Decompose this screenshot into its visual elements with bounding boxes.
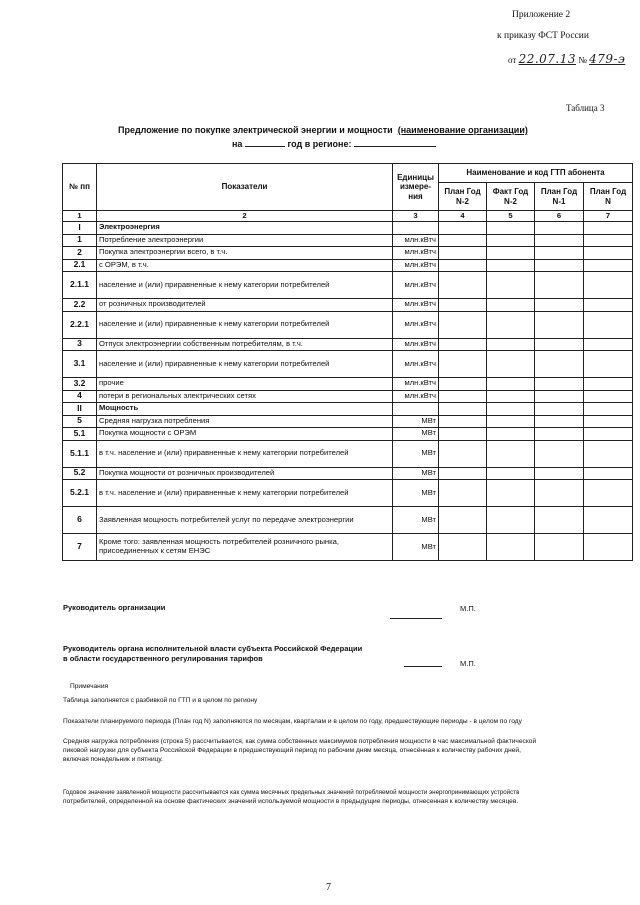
value-cell[interactable] [487, 415, 535, 428]
value-cell[interactable] [439, 222, 487, 235]
value-cell[interactable] [535, 390, 584, 403]
table-row [63, 467, 633, 480]
value-cell[interactable] [584, 234, 633, 247]
row-indicator: население и (или) приравненные к нему категории потребителей [97, 311, 393, 338]
document-title [118, 125, 528, 135]
value-cell[interactable] [487, 299, 535, 312]
value-cell[interactable] [584, 440, 633, 467]
note-3-line3: включая понедельник и пятницу. [63, 756, 163, 763]
row-unit: МВт [393, 415, 439, 428]
col-number: 4 [439, 211, 487, 222]
header-col5: Факт Год N-2 [487, 183, 535, 211]
title-text: Предложение по покупке электрической энергии и мощности [118, 125, 393, 135]
row-indicator: население и (или) приравненные к нему категории потребителей [97, 272, 393, 299]
row-unit [393, 403, 439, 416]
row-indicator: Средняя нагрузка потребления [97, 415, 393, 428]
order-date: 22.07.13 [518, 52, 577, 66]
value-cell[interactable] [535, 311, 584, 338]
table-row [63, 338, 633, 351]
row-number: 7 [63, 534, 97, 561]
row-number: 2.2.1 [63, 311, 97, 338]
value-cell[interactable] [584, 222, 633, 235]
row-indicator: в т.ч. население и (или) приравненные к нему категории потребителей [97, 440, 393, 467]
row-number: 5.1 [63, 428, 97, 441]
value-cell[interactable] [584, 311, 633, 338]
value-cell[interactable] [487, 428, 535, 441]
value-cell[interactable] [439, 415, 487, 428]
row-indicator: Потребление электроэнергии [97, 234, 393, 247]
row-unit: МВт [393, 467, 439, 480]
value-cell[interactable] [439, 480, 487, 507]
note-4-line1: Годовое значение заявленной мощности рассчитывается как сумма месячных предельных значений потребляемой мощности энергопринимающих устройств [63, 789, 520, 796]
signature-head-line[interactable] [390, 618, 442, 619]
value-cell[interactable] [487, 259, 535, 272]
notes-title: Примечания [70, 683, 109, 690]
value-cell[interactable] [487, 534, 535, 561]
row-indicator: Мощность [97, 403, 393, 416]
value-cell[interactable] [535, 428, 584, 441]
value-cell[interactable] [535, 440, 584, 467]
title-line2-mid: год в регионе: [287, 139, 352, 149]
header-num: № пп [63, 164, 97, 211]
table-row [63, 507, 633, 534]
value-cell[interactable] [487, 234, 535, 247]
row-unit: млн.кВтч [393, 311, 439, 338]
row-unit: млн.кВтч [393, 247, 439, 260]
row-indicator: от розничных производителей [97, 299, 393, 312]
value-cell[interactable] [584, 378, 633, 391]
note-4-line2: потребителей, определенной на основе фактических значений используемой мощности в предыдущие периоды, отнесенная к количеству месяцев. [63, 798, 519, 805]
value-cell[interactable] [535, 272, 584, 299]
header-col7: План Год N [584, 183, 633, 211]
value-cell[interactable] [439, 272, 487, 299]
value-cell[interactable] [535, 259, 584, 272]
value-cell[interactable] [439, 351, 487, 378]
header-units: Единицы измере-ния [393, 164, 439, 211]
row-indicator: в т.ч. население и (или) приравненные к нему категории потребителей [97, 480, 393, 507]
order-label: к приказу ФСТ России [497, 31, 589, 41]
title-line2 [232, 139, 436, 149]
value-cell[interactable] [584, 338, 633, 351]
region-blank[interactable] [354, 146, 436, 147]
table-row [63, 272, 633, 299]
row-indicator: население и (или) приравненные к нему категории потребителей [97, 351, 393, 378]
row-number: 5 [63, 415, 97, 428]
value-cell[interactable] [487, 467, 535, 480]
row-number: 1 [63, 234, 97, 247]
col-number: 5 [487, 211, 535, 222]
row-unit: млн.кВтч [393, 351, 439, 378]
table-row [63, 299, 633, 312]
signature-head-label: Руководитель организации [63, 603, 166, 612]
table-row [63, 480, 633, 507]
value-cell[interactable] [487, 378, 535, 391]
value-cell[interactable] [439, 259, 487, 272]
value-cell[interactable] [535, 534, 584, 561]
value-cell[interactable] [487, 403, 535, 416]
value-cell[interactable] [584, 415, 633, 428]
note-3-line1: Средняя нагрузка потребления (строка 5) рассчитывается, как сумма собственных максимумов потребления мощности в час максимальной фактической [63, 738, 537, 745]
value-cell[interactable] [584, 428, 633, 441]
value-cell[interactable] [439, 338, 487, 351]
row-indicator: Заявленная мощность потребителей услуг по передаче электроэнергии [97, 507, 393, 534]
table-row [63, 534, 633, 561]
value-cell[interactable] [584, 390, 633, 403]
row-number: 5.2 [63, 467, 97, 480]
value-cell[interactable] [487, 440, 535, 467]
header-gtp: Наименование и код ГТП абонента [439, 164, 633, 183]
row-unit: млн.кВтч [393, 259, 439, 272]
value-cell[interactable] [439, 440, 487, 467]
value-cell[interactable] [584, 351, 633, 378]
value-cell[interactable] [584, 467, 633, 480]
value-cell[interactable] [584, 259, 633, 272]
col-number: 6 [535, 211, 584, 222]
value-cell[interactable] [439, 390, 487, 403]
value-cell[interactable] [535, 338, 584, 351]
value-cell[interactable] [487, 272, 535, 299]
row-indicator: Кроме того: заявленная мощность потребителей розничного рынка, присоединенных к сетям ЕНЭС [97, 534, 393, 561]
header-col4: План Год N-2 [439, 183, 487, 211]
row-indicator: прочие [97, 378, 393, 391]
value-cell[interactable] [439, 403, 487, 416]
row-number: I [63, 222, 97, 235]
row-number: 2 [63, 247, 97, 260]
value-cell[interactable] [439, 234, 487, 247]
table-row [63, 403, 633, 416]
row-number: II [63, 403, 97, 416]
row-unit: млн.кВтч [393, 378, 439, 391]
value-cell[interactable] [584, 403, 633, 416]
value-cell[interactable] [535, 507, 584, 534]
col-number: 2 [97, 211, 393, 222]
signature-authority-line[interactable] [404, 666, 442, 667]
row-indicator: с ОРЭМ, в т.ч. [97, 259, 393, 272]
stamp-label-2: М.П. [460, 659, 476, 668]
value-cell[interactable] [584, 299, 633, 312]
table-row [63, 247, 633, 260]
order-date-prefix: от [508, 55, 517, 65]
table-row [63, 259, 633, 272]
value-cell[interactable] [487, 390, 535, 403]
row-number: 4 [63, 390, 97, 403]
order-num-prefix: № [578, 55, 587, 65]
row-unit [393, 222, 439, 235]
value-cell[interactable] [487, 507, 535, 534]
value-cell[interactable] [584, 480, 633, 507]
value-cell[interactable] [535, 403, 584, 416]
value-cell[interactable] [487, 480, 535, 507]
row-unit: МВт [393, 440, 439, 467]
value-cell[interactable] [439, 299, 487, 312]
row-unit: МВт [393, 534, 439, 561]
table-label: Таблица 3 [566, 103, 605, 113]
table-row [63, 378, 633, 391]
table-row [63, 428, 633, 441]
row-indicator: Покупка мощности от розничных производителей [97, 467, 393, 480]
column-numbers-row [63, 211, 633, 222]
value-cell[interactable] [535, 480, 584, 507]
signature-authority-line1: Руководитель органа исполнительной власти субъекта Российской Федерации [63, 644, 363, 653]
row-unit: млн.кВтч [393, 234, 439, 247]
row-indicator: Покупка мощности с ОРЭМ [97, 428, 393, 441]
table-row [63, 440, 633, 467]
value-cell[interactable] [487, 311, 535, 338]
value-cell[interactable] [535, 299, 584, 312]
page-number: 7 [326, 882, 331, 893]
value-cell[interactable] [439, 247, 487, 260]
row-number: 5.2.1 [63, 480, 97, 507]
row-number: 3 [63, 338, 97, 351]
row-number: 2.2 [63, 299, 97, 312]
col-number: 3 [393, 211, 439, 222]
row-number: 2.1 [63, 259, 97, 272]
table-row [63, 351, 633, 378]
value-cell[interactable] [535, 222, 584, 235]
note-1: Таблица заполняется с разбивкой по ГТП и в целом по региону [63, 697, 258, 704]
row-indicator: Покупка электроэнергии всего, в т.ч. [97, 247, 393, 260]
table-row [63, 234, 633, 247]
order-number: 479-э [589, 52, 626, 66]
row-unit: млн.кВтч [393, 299, 439, 312]
col-number: 1 [63, 211, 97, 222]
value-cell[interactable] [439, 311, 487, 338]
value-cell[interactable] [535, 378, 584, 391]
value-cell[interactable] [439, 534, 487, 561]
row-number: 3.1 [63, 351, 97, 378]
value-cell[interactable] [439, 467, 487, 480]
note-2: Показатели планируемого периода (План год N) заполняются по месяцам, кварталам и в целом по году, предшествующие периоды - в целом по году [63, 718, 522, 725]
row-indicator: Электроэнергия [97, 222, 393, 235]
value-cell[interactable] [439, 378, 487, 391]
table-row [63, 415, 633, 428]
row-number: 3.2 [63, 378, 97, 391]
table-row [63, 222, 633, 235]
row-number: 6 [63, 507, 97, 534]
value-cell[interactable] [487, 351, 535, 378]
row-unit: МВт [393, 428, 439, 441]
title-line2-prefix: на [232, 139, 243, 149]
row-unit: МВт [393, 480, 439, 507]
stamp-label-1: М.П. [460, 604, 476, 613]
title-org: (наименование организации) [397, 125, 528, 135]
row-number: 5.1.1 [63, 440, 97, 467]
value-cell[interactable] [584, 247, 633, 260]
row-number: 2.1.1 [63, 272, 97, 299]
note-3-line2: пиковой нагрузки для субъекта Российской Федерации в предшествующий период по рабочим дням месяца, отнесённая к количеству рабочих дней, [63, 747, 521, 754]
value-cell[interactable] [535, 247, 584, 260]
appendix-label: Приложение 2 [512, 10, 571, 20]
row-unit: МВт [393, 507, 439, 534]
value-cell[interactable] [535, 415, 584, 428]
row-unit: млн.кВтч [393, 272, 439, 299]
row-unit: млн.кВтч [393, 338, 439, 351]
value-cell[interactable] [584, 507, 633, 534]
signature-authority-line2: в области государственного регулирования тарифов [63, 654, 263, 663]
row-indicator: потери в региональных электрических сетях [97, 390, 393, 403]
value-cell[interactable] [535, 467, 584, 480]
value-cell[interactable] [584, 272, 633, 299]
year-blank[interactable] [245, 146, 285, 147]
table-row [63, 311, 633, 338]
header-col6: План Год N-1 [535, 183, 584, 211]
value-cell[interactable] [487, 247, 535, 260]
header-indicator: Показатели [97, 164, 393, 211]
order-date-line [508, 52, 625, 66]
row-unit: млн.кВтч [393, 390, 439, 403]
value-cell[interactable] [535, 234, 584, 247]
table-row [63, 390, 633, 403]
value-cell[interactable] [535, 351, 584, 378]
purchase-table [62, 163, 633, 561]
row-indicator: Отпуск электроэнергии собственным потребителям, в т.ч. [97, 338, 393, 351]
value-cell[interactable] [439, 507, 487, 534]
value-cell[interactable] [584, 534, 633, 561]
value-cell[interactable] [439, 428, 487, 441]
col-number: 7 [584, 211, 633, 222]
value-cell[interactable] [487, 222, 535, 235]
value-cell[interactable] [487, 338, 535, 351]
